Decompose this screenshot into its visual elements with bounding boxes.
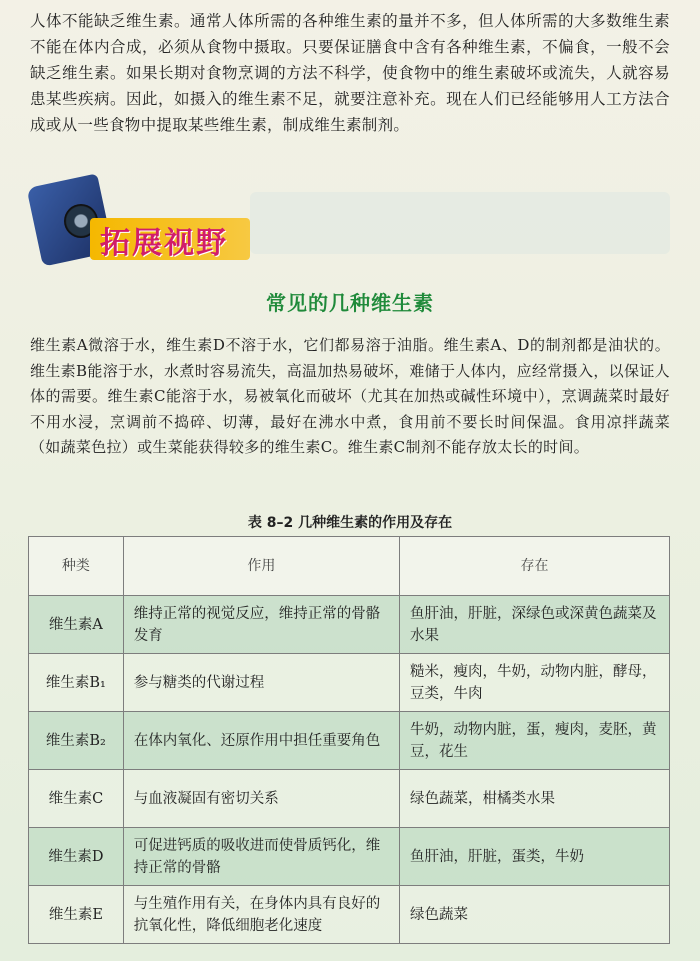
cell-kind: 维生素C [29,770,124,828]
cell-kind: 维生素B₂ [29,712,124,770]
table-row [29,828,670,886]
vitamin-table [28,536,670,944]
cell-source: 鱼肝油，肝脏，蛋类，牛奶 [399,828,669,886]
badge-label: 拓展视野 [100,226,228,261]
header-kind: 种类 [29,537,124,596]
intro-paragraph: 人体不能缺乏维生素。通常人体所需的各种维生素的量并不多，但人体所需的大多数维生素不能在体内合成，必须从食物中摄取。只要保证膳食中含有各种维生素，不偏食，一般不会缺乏维生素。如果长期对食物烹调的方法不科学，使食物中的维生素破坏或流失，人就容易患某些疾病。因此，如摄入的维生素不足，就要注意补充。现在人们已经能够用人工方法合成或从一些食物中提取某些维生素，制成维生素制剂。 [30,12,670,134]
cell-function: 与生殖作用有关，在身体内具有良好的抗氧化性，降低细胞老化速度 [123,886,399,944]
table-row [29,596,670,654]
cell-source: 糙米，瘦肉，牛奶，动物内脏，酵母，豆类，牛肉 [399,654,669,712]
table-row [29,654,670,712]
table-caption: 表 8–2 几种维生素的作用及存在 [247,515,453,531]
cell-function: 维持正常的视觉反应，维持正常的骨骼发育 [123,596,399,654]
table-header-row [29,537,670,596]
cell-kind: 维生素A [29,596,124,654]
section-heading: 常见的几种维生素 [266,291,434,315]
table-row [29,712,670,770]
cell-source: 鱼肝油，肝脏，深绿色或深黄色蔬菜及水果 [399,596,669,654]
cell-function: 与血液凝固有密切关系 [123,770,399,828]
cell-source: 牛奶，动物内脏，蛋，瘦肉，麦胚，黄豆，花生 [399,712,669,770]
header-function: 作用 [123,537,399,596]
cell-kind: 维生素E [29,886,124,944]
cell-source: 绿色蔬菜 [399,886,669,944]
cell-kind: 维生素B₁ [29,654,124,712]
table-row [29,770,670,828]
cell-function: 在体内氧化、还原作用中担任重要角色 [123,712,399,770]
header-source: 存在 [399,537,669,596]
cell-function: 可促进钙质的吸收进而使骨质钙化，维持正常的骨骼 [123,828,399,886]
cell-kind: 维生素D [29,828,124,886]
vitamin-description-paragraph: 维生素A微溶于水，维生素D不溶于水，它们都易溶于油脂。维生素A、D的制剂都是油状的。维生素B能溶于水，水煮时容易流失，高温加热易破坏，难储于人体内，应经常摄入，以保证人体的需要。维生素C能溶于水，易被氧化而破坏（尤其在加热或碱性环境中），烹调蔬菜时最好不用水浸，烹调前不捣碎、切薄，最好在沸水中煮，食用前不要长时间保温。食用凉拌蔬菜（如蔬菜色拉）或生菜能获得较多的维生素C。维生素C制剂不能存放太长的时间。 [30,336,670,456]
cell-source: 绿色蔬菜，柑橘类水果 [399,770,669,828]
expand-horizon-badge [34,180,254,270]
table-row [29,886,670,944]
faded-background-box [250,192,670,254]
cell-function: 参与糖类的代谢过程 [123,654,399,712]
